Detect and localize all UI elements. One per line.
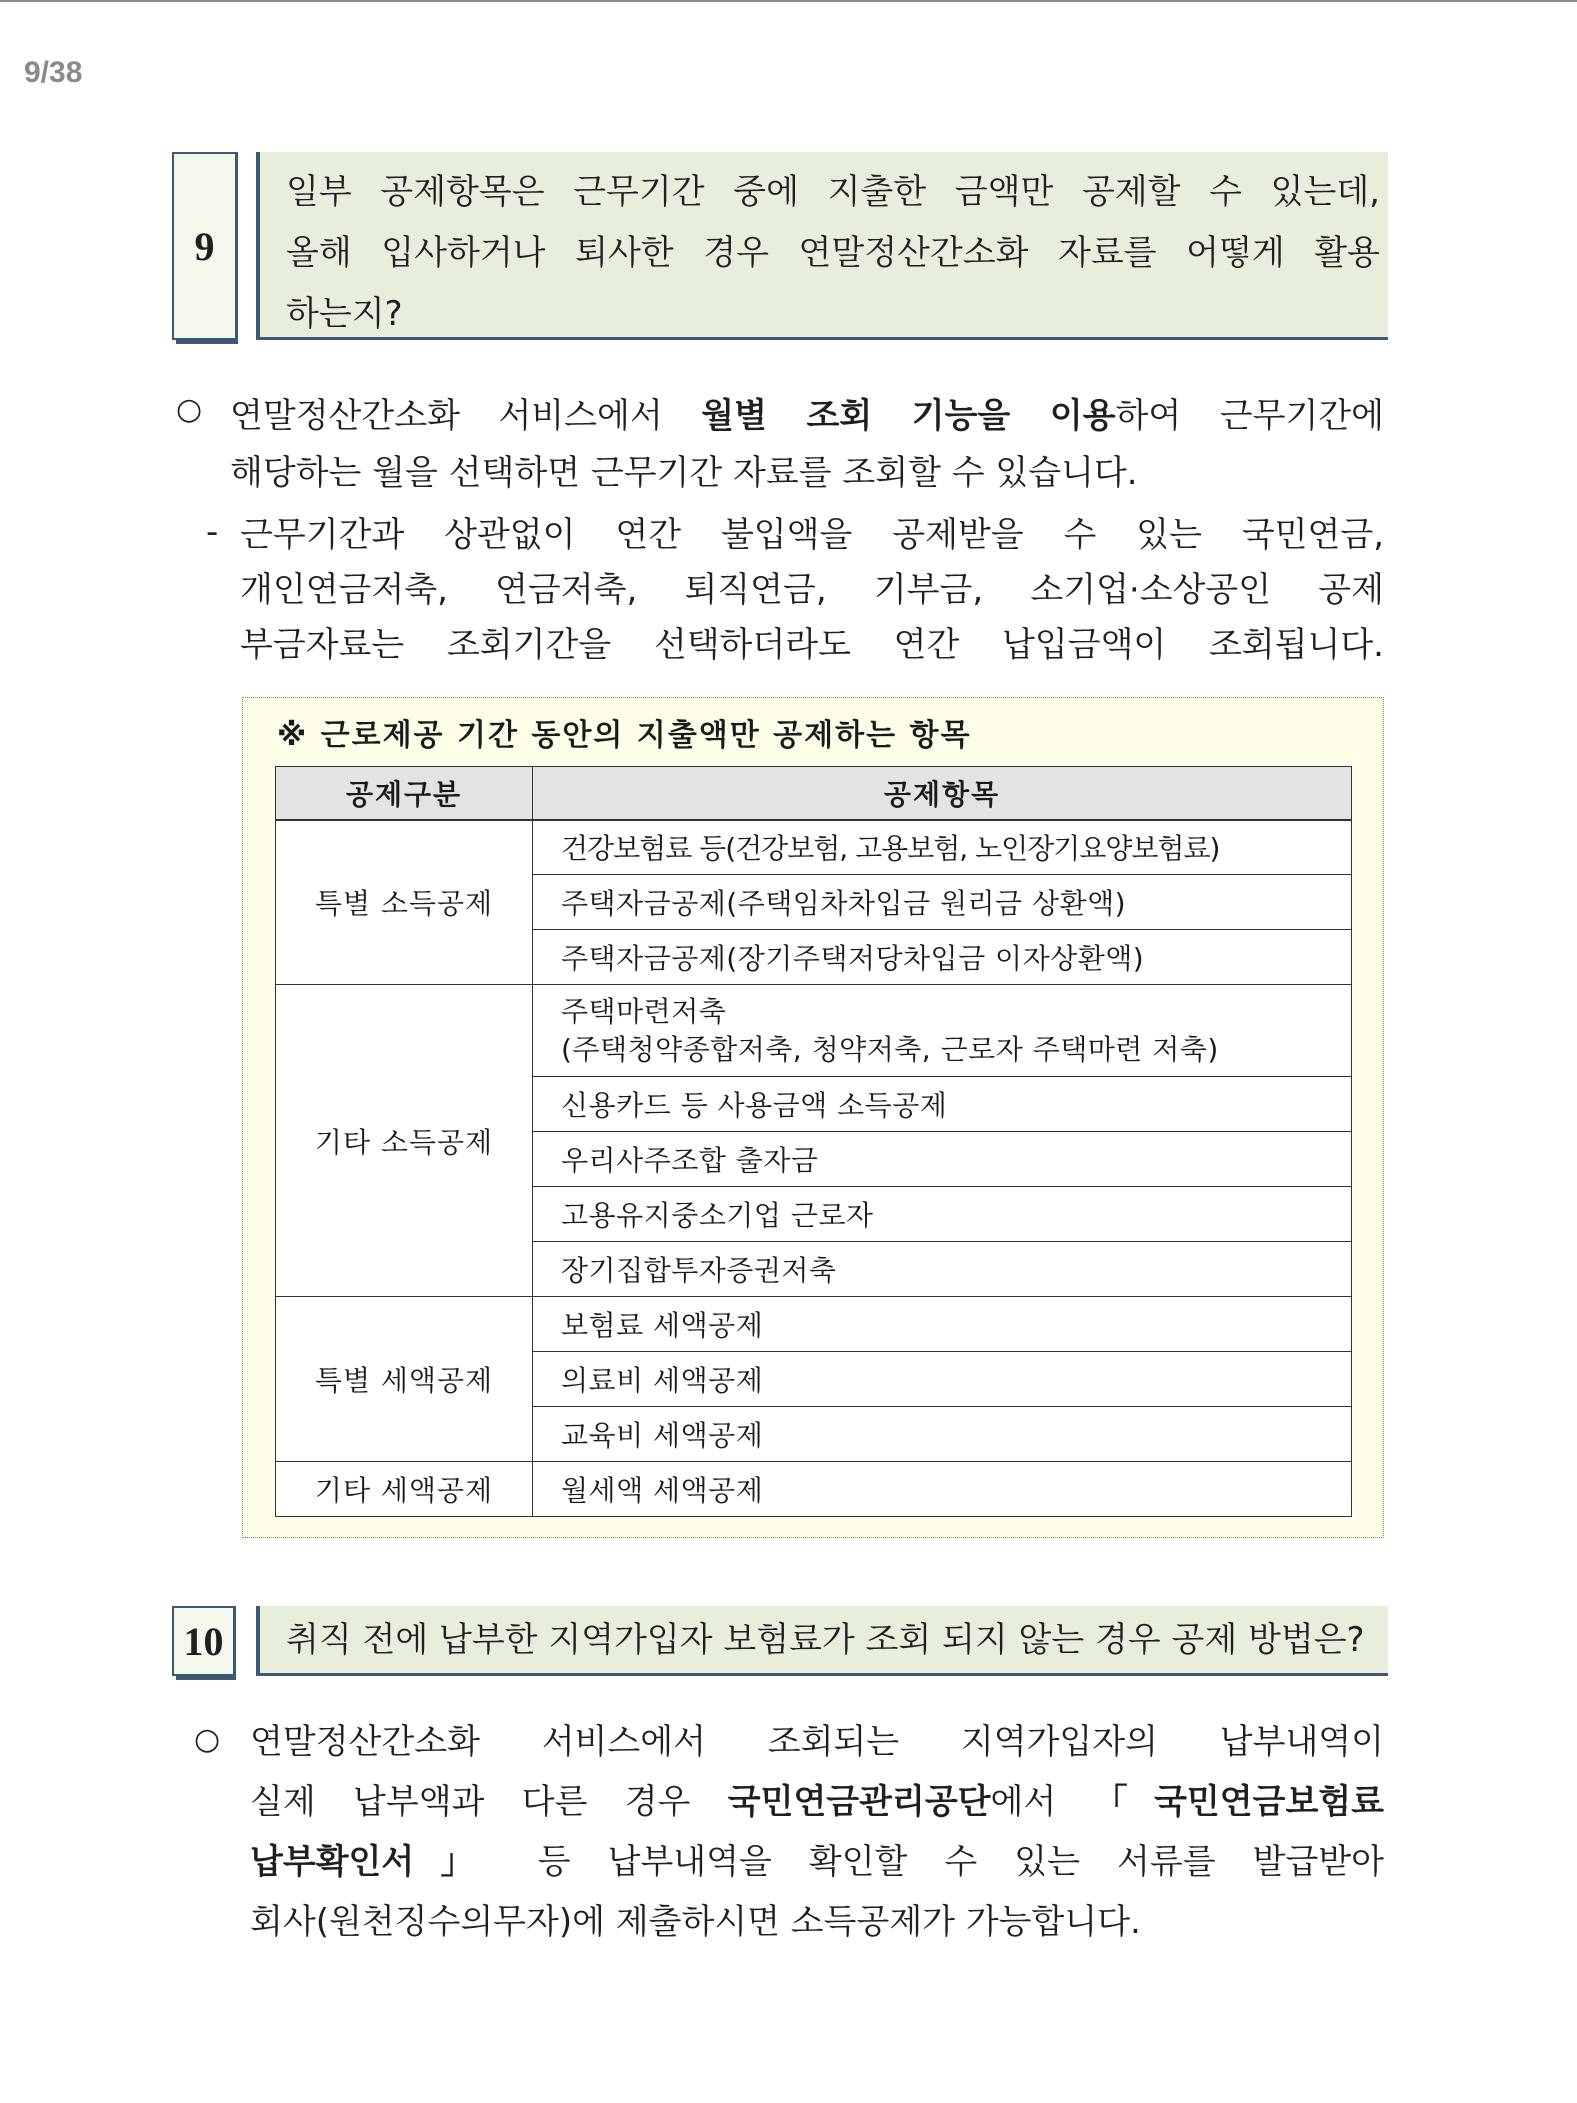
answer-line: 개인연금저축, 연금저축, 퇴직연금, 기부금, 소기업·소상공인 공제: [240, 570, 1384, 610]
answer-line: 연말정산간소화 서비스에서 월별 조회 기능을 이용하여 근무기간에: [230, 396, 1384, 436]
info-panel: [242, 697, 1384, 1538]
answer-line: 해당하는 월을 선택하면 근무기간 자료를 조회할 수 있습니다.: [230, 453, 1138, 493]
table-header-item: 공제항목: [533, 767, 1352, 820]
question-line: 하는지?: [286, 294, 403, 334]
emphasis-text: 월별 조회 기능을 이용: [701, 396, 1116, 436]
answer-line: 근무기간과 상관없이 연간 불입액을 공제받을 수 있는 국민연금,: [240, 515, 1384, 555]
table-row: [276, 985, 1352, 1077]
table-category-cell: 특별 소득공제: [276, 820, 533, 985]
table-item-cell: 교육비 세액공제: [533, 1407, 1352, 1462]
table-item-cell: 우리사주조합 출자금: [533, 1132, 1352, 1187]
table-header-row: [276, 767, 1352, 820]
question-text: [256, 152, 1388, 340]
answer-bullet: ○: [176, 392, 203, 427]
table-category-cell: 특별 세액공제: [276, 1297, 533, 1462]
answer-sub-paragraph: [240, 508, 1384, 673]
emphasis-text: 국민연금관리공단: [727, 1782, 991, 1822]
question-number: 10: [172, 1606, 236, 1676]
table-item-cell: [533, 985, 1352, 1077]
table-row: [276, 820, 1352, 875]
answer-line: 부금자료는 조회기간을 선택하더라도 연간 납입금액이 조회됩니다.: [240, 625, 1384, 665]
emphasis-text: 납부확인서」: [250, 1842, 501, 1882]
table-item-cell: 건강보험료 등(건강보험, 고용보험, 노인장기요양보험료): [533, 820, 1352, 875]
question-9: [172, 152, 1388, 340]
answer-paragraph: [250, 1712, 1384, 1952]
table-category-cell: 기타 세액공제: [276, 1462, 533, 1517]
table-item-line: 주택마련저축: [561, 994, 727, 1028]
table-category-cell: 기타 소득공제: [276, 985, 533, 1297]
answer-line: 납부확인서」 등 납부내역을 확인할 수 있는 서류를 발급받아: [250, 1842, 1384, 1882]
table-item-line: (주택청약종합저축, 청약저축, 근로자 주택마련 저축): [561, 1032, 1219, 1066]
info-panel-title: ※ 근로제공 기간 동안의 지출액만 공제하는 항목: [277, 718, 972, 753]
table-item-cell: 장기집합투자증권저축: [533, 1242, 1352, 1297]
question-line: 올해 입사하거나 퇴사한 경우 연말정산간소화 자료를 어떻게 활용: [286, 233, 1380, 273]
table-item-cell: 주택자금공제(주택임차차입금 원리금 상환액): [533, 875, 1352, 930]
answer-line: 실제 납부액과 다른 경우 국민연금관리공단에서 「국민연금보험료: [250, 1782, 1384, 1822]
table-row: [276, 1297, 1352, 1352]
answer-line: 회사(원천징수의무자)에 제출하시면 소득공제가 가능합니다.: [250, 1902, 1141, 1942]
question-line: 일부 공제항목은 근무기간 중에 지출한 금액만 공제할 수 있는데,: [286, 172, 1380, 212]
answer-paragraph: [230, 388, 1384, 502]
sub-bullet-dash: -: [206, 512, 219, 552]
question-number: 9: [172, 152, 238, 340]
answer-line: 연말정산간소화 서비스에서 조회되는 지역가입자의 납부내역이: [250, 1722, 1384, 1762]
page-indicator: 9/38: [24, 56, 83, 89]
table-item-cell: 신용카드 등 사용금액 소득공제: [533, 1077, 1352, 1132]
table-row: [276, 1462, 1352, 1517]
table-item-cell: 고용유지중소기업 근로자: [533, 1187, 1352, 1242]
answer-bullet: ○: [194, 1722, 221, 1757]
question-line: 취직 전에 납부한 지역가입자 보험료가 조회 되지 않는 경우 공제 방법은?: [286, 1620, 1365, 1660]
deduction-table: [275, 766, 1352, 1517]
table-item-cell: 보험료 세액공제: [533, 1297, 1352, 1352]
table-header-category: 공제구분: [276, 767, 533, 820]
question-10: [172, 1606, 1388, 1676]
emphasis-text: 「국민연금보험료: [1093, 1782, 1384, 1822]
question-text: [256, 1606, 1388, 1676]
table-item-cell: 월세액 세액공제: [533, 1462, 1352, 1517]
top-divider: [0, 0, 1577, 2]
table-item-cell: 의료비 세액공제: [533, 1352, 1352, 1407]
table-item-cell: 주택자금공제(장기주택저당차입금 이자상환액): [533, 930, 1352, 985]
